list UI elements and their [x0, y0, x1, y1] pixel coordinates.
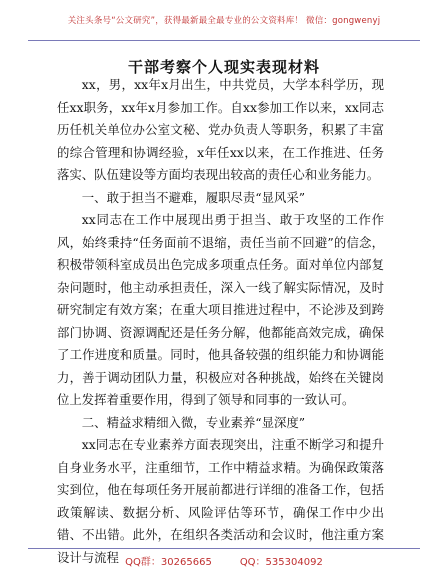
footer-divider: [28, 548, 420, 549]
document-body: [57, 74, 384, 569]
footer-qq-group: QQ群：30265665: [125, 557, 212, 568]
footer-qq: QQ：535304092: [239, 557, 323, 568]
section-2-paragraph: xx同志在专业素养方面表现突出，注重不断学习和提升自身业务水平，注重细节，工作中精益求精。为确保政策落实到位，他在每项任务开展前都进行详细的准备工作，包括政策解读、数据分析、风险评估等环节，确保工作中少出错、不出错。此外，在组织各类活动和会议时，他注重方案设计与流程: [57, 437, 384, 565]
intro-paragraph: xx，男，xx年x月出生，中共党员，大学本科学历，现任xx职务，xx年x月参加工作。自xx参加工作以来，xx同志历任机关单位办公室文秘、党办负责人等职务，积累了丰富的综合管理和协调经验，x年任xx以来，在工作推进、任务落实、队伍建设等方面均表现出较高的责任心和业务能力。: [57, 77, 384, 182]
section-heading-1: 一、敢于担当不避难，履职尽责“显风采”: [81, 189, 306, 205]
banner-text: 关注头条号“公文研究”，获得最新最全最专业的公文资料库！ 微信：gongwenyj: [67, 16, 381, 26]
header-banner: [0, 0, 448, 40]
section-heading-2: 二、精益求精细入微，专业素养“显深度”: [81, 414, 306, 430]
header-divider: [28, 40, 420, 41]
section-1-paragraph: xx同志在工作中展现出勇于担当、敢于攻坚的工作作风，始终秉持“任务面前不退缩，责任当前不回避”的信念，积极带领科室成员出色完成多项重点任务。面对单位内部复杂问题时，他主动承担责任，深入一线了解实际情况，及时研究制定有效方案；在重大项目推进过程中，不论涉及到跨部门协调、资源调配还是任务分解，他都能高效完成，确保了工作进度和质量。同时，他具备较强的组织能力和协调能力，善于调动团队力量，积极应对各种挑战，始终在关键岗位上发挥着重要作用，得到了领导和同事的一致认可。: [57, 212, 384, 407]
document-title: 干部考察个人现实表现材料: [127, 58, 320, 76]
footer: [0, 551, 448, 575]
